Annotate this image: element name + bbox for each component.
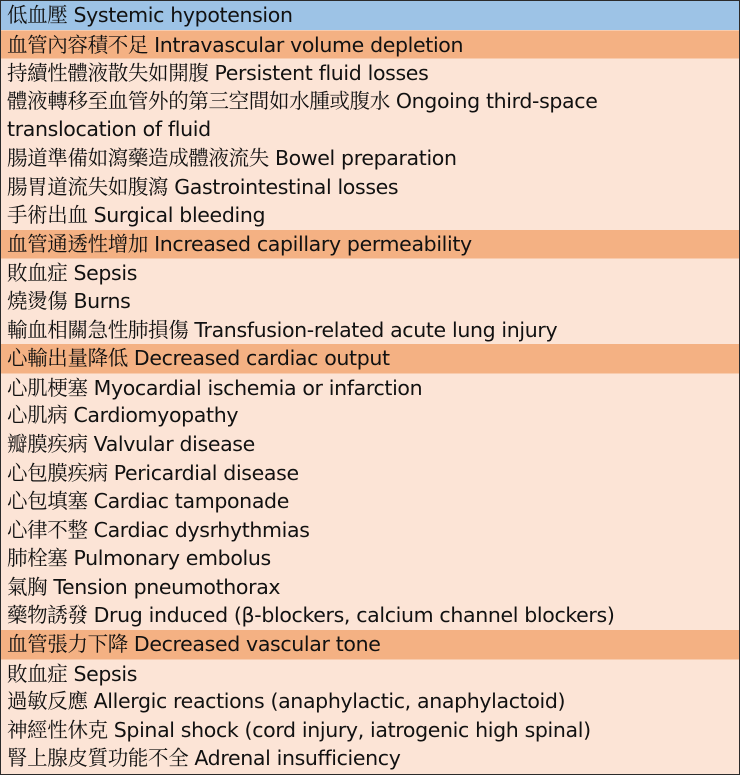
item-en: Bowel preparation xyxy=(274,145,457,170)
item-zh: 心肌梗塞 xyxy=(7,375,88,400)
item-zh: 心律不整 xyxy=(7,517,88,542)
item-zh: 心肌病 xyxy=(7,403,68,428)
item-zh: 藥物誘發 xyxy=(7,603,88,628)
list-item xyxy=(1,544,739,573)
item-zh: 燒燙傷 xyxy=(7,288,68,313)
list-item xyxy=(1,687,739,716)
section-zh: 血管張力下降 xyxy=(7,632,128,657)
item-en: Pericardial disease xyxy=(113,460,299,485)
list-item xyxy=(1,487,739,516)
table-title-row xyxy=(1,1,739,30)
list-item xyxy=(1,287,739,316)
item-zh: 心包填塞 xyxy=(7,489,88,514)
list-item xyxy=(1,258,739,287)
item-en: Valvular disease xyxy=(93,431,255,456)
item-zh: 腸胃道流失如腹瀉 xyxy=(7,174,169,199)
item-en: Cardiac dysrhythmias xyxy=(93,517,310,542)
section-header-cardiac-output xyxy=(1,344,739,373)
item-en: Sepsis xyxy=(73,661,138,686)
section-en: Increased capillary permeability xyxy=(154,231,472,256)
item-zh: 輸血相關急性肺損傷 xyxy=(7,317,189,342)
section-zh: 血管通透性增加 xyxy=(7,231,149,256)
item-en: Burns xyxy=(73,288,131,313)
list-item xyxy=(1,516,739,545)
item-zh: 持續性體液散失如開腹 xyxy=(7,61,209,86)
section-header-capillary-permeability xyxy=(1,230,739,259)
item-zh: 體液轉移至血管外的第三空間如水腫或腹水 xyxy=(7,88,390,113)
section-header-volume-depletion xyxy=(1,30,739,59)
section-en: Decreased vascular tone xyxy=(133,632,381,657)
item-en: Drug induced (β-blockers, calcium channel blockers) xyxy=(93,603,615,628)
list-item xyxy=(1,430,739,459)
item-en: Surgical bleeding xyxy=(93,203,266,228)
list-item xyxy=(1,601,739,630)
list-item xyxy=(1,201,739,230)
section-zh: 血管內容積不足 xyxy=(7,32,149,57)
item-en: Pulmonary embolus xyxy=(73,546,271,571)
title-zh: 低血壓 xyxy=(7,3,68,27)
section-header-vascular-tone xyxy=(1,630,739,659)
list-item xyxy=(1,573,739,602)
list-item xyxy=(1,58,739,87)
item-en: Cardiac tamponade xyxy=(93,489,289,514)
item-zh: 腎上腺皮質功能不全 xyxy=(7,746,189,771)
list-item xyxy=(1,459,739,488)
item-zh: 氣胸 xyxy=(7,574,48,599)
item-en: Sepsis xyxy=(73,261,138,286)
item-en: Transfusion-related acute lung injury xyxy=(194,317,558,342)
section-en: Decreased cardiac output xyxy=(133,346,390,371)
title-en: Systemic hypotension xyxy=(73,3,293,27)
list-item xyxy=(1,87,739,144)
item-en: Myocardial ischemia or infarction xyxy=(93,375,423,400)
item-zh: 過敏反應 xyxy=(7,689,88,714)
item-en: Tension pneumothorax xyxy=(53,574,281,599)
section-zh: 心輸出量降低 xyxy=(7,346,128,371)
item-en: Allergic reactions (anaphylactic, anaphylactoid) xyxy=(93,689,566,714)
item-zh: 腸道準備如瀉藥造成體液流失 xyxy=(7,145,269,170)
list-item xyxy=(1,744,739,773)
item-en: Adrenal insufficiency xyxy=(194,746,401,771)
item-zh: 手術出血 xyxy=(7,203,88,228)
item-en: Spinal shock (cord injury, iatrogenic high spinal) xyxy=(113,717,591,742)
item-en: Ongoing third-space translocation of fluid xyxy=(7,88,598,142)
item-en: Persistent fluid losses xyxy=(214,61,429,86)
item-zh: 敗血症 xyxy=(7,261,68,286)
list-item xyxy=(1,716,739,745)
list-item xyxy=(1,173,739,202)
list-item xyxy=(1,144,739,173)
item-zh: 敗血症 xyxy=(7,661,68,686)
item-zh: 瓣膜疾病 xyxy=(7,431,88,456)
list-item xyxy=(1,316,739,345)
item-zh: 神經性休克 xyxy=(7,717,108,742)
section-en: Intravascular volume depletion xyxy=(154,32,464,57)
list-item xyxy=(1,373,739,402)
item-en: Cardiomyopathy xyxy=(73,403,239,428)
item-zh: 心包膜疾病 xyxy=(7,460,108,485)
list-item xyxy=(1,659,739,688)
list-item xyxy=(1,401,739,430)
item-en: Gastrointestinal losses xyxy=(174,174,399,199)
item-zh: 肺栓塞 xyxy=(7,546,68,571)
